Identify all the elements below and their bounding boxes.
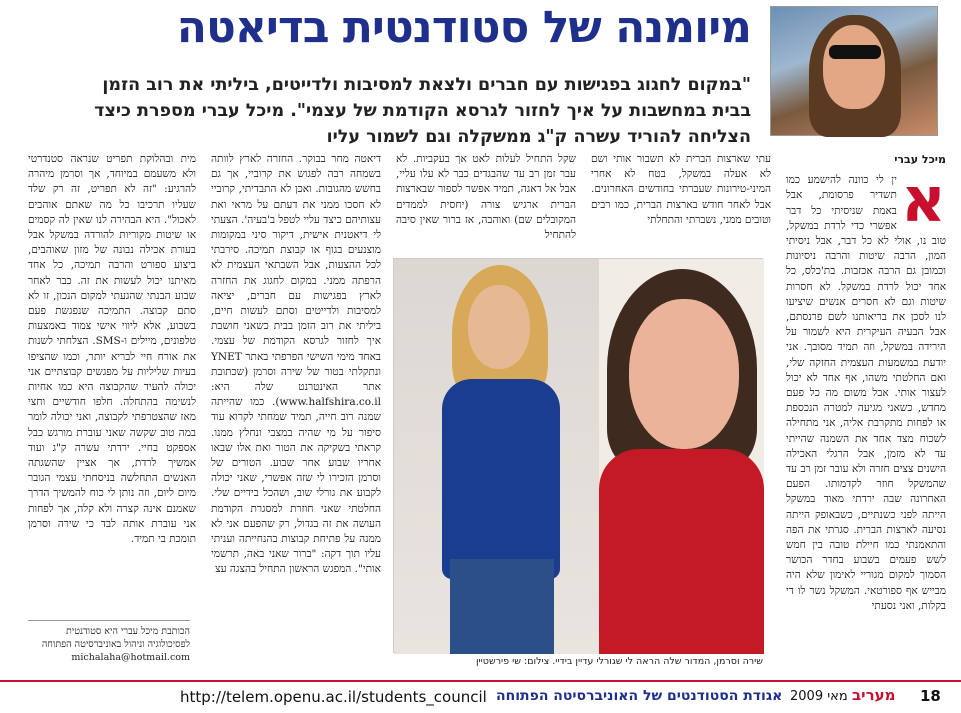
page-number: 18 — [920, 687, 941, 705]
author-note-line-1: הכותבת מיכל עברי היא סטודנטית — [65, 626, 190, 637]
article-text-2: עתי שארצות הברית לא תשבור אותי ושם לא אעלה במשקל, בטח לא אחרי המיני-טירונות שעברתי בחודשים האחרונים. אבל לאחר חודש בארצות הברית, כמו רבים וטובים ממני, נשברתי והתחלתי — [591, 153, 771, 226]
subheadline: "במקום לחגוג בפגישות עם חברים ולצאת למסיבות ולדייטים, ביליתי את רוב הזמן בבית במחשבות על איך לחזור לגרסא הקודמת של עצמי". מיכל עברי מספרת כיצד הצליחה להוריד עשרה ק"ג ממשקלה וגם לשמור עליו — [94, 75, 751, 147]
footer-date: מאי 2009 — [790, 689, 848, 704]
author-email[interactable]: michalaha@hotmail.com — [71, 652, 190, 663]
photo-before — [599, 259, 764, 654]
headline: מיומנה של סטודנטית בדיאטה — [176, 2, 751, 53]
photo-slim — [394, 259, 599, 654]
article-text-3: שקל התחיל לעלות לאט אך בעקביות. לא עבר זמן רב עד שהבגדים כבר לא עלו עליי, אבל אל דאגה, תמיד אפשר לספור שבארצות הברית ארגיש צורה (יחסית לממדים המקובלים שם) ואוהבה, אז ברור שאין סיבה להתחיל — [396, 153, 576, 242]
page-footer — [0, 680, 961, 713]
article-column-5 — [28, 152, 196, 612]
article-text-5: מית ובהלוקת תפריט שנראה סטנדרטי ולא משעמם במיוחד, אך וסרמן מיהרה להרגיע: "זה לא תפריט, זה רק שלד שעליו תרכיבו כל מה שאתם אוהבים לאכול". היא הבהירה לנו שאין לה קסמים או שיטות מקוריות להורדה במשקל אבל בעורת אכילה נבונה של מזון שאוהבים, ביצוע ספורט והרבה תמיכה, כל אחד מאיתנו יכול לעשות את זה. כבר לאחר שבוע הבנתי שהגעתי למקום הנכון, זו לא סתם קבוצה. התמיכה שנפגשת פעם בשבוע, אלא ליווי אישי צמוד באמצעות טלפונים, מיילים ו-SMS. הצלחתי לשנות את אורח חיי לבריא יותר, וכמו שהציפו בעיות שליליות על מפגשים קבוצתיים אני יכולה להעיד שהקבוצה היא כמו אחיות לנשימה בהתחלה. חלפו חודשיים וחצי מאז שהצטרפתי לקבוצה, ואני יכולה לומר במה טוב שקשה שאני עוברת מורגש כבל אספקט בחיי. ירדתי עשרה ק"ג ועוד אמשיך לרדת, אך אציין שהשגתה האנשים התחלשה בניסחתי עצמי הגובר מיום ליום, וזה נותן לי כוח להמשיך הדרך שאמנם אינה קצרה ולא קלה, אך לפחות אני עוברת אותה לבד כי שירה וסרמן תומכת בי תמיד. — [28, 153, 196, 546]
author-note — [28, 620, 190, 664]
photo-before-after — [393, 258, 763, 653]
article-text-4: דיאטה מחר בבוקר. החזרה לארץ לוותה בשמחה רבה לפגוש את קרוביי, אך גם בחשש מהגובות. ואכן לא התבדיתי, קרוביי לא חסכו ממני את דעתם על מראי ואת עצותיהם כיצד עליי לטפל ב'בעיה'. הצעתי לי דיאטנית אישית, דיקור סיני במקומות מוצנעים בגוף או קבוצת תמיכה. סירבתי לכל ההצעות, אבל השבתאי העצמית לא הרפתה ממני. במקום לחגוג את החזרה לארץ בפגישות עם חברים, יציאה למסיבות ולדייטים וסתם לעשות חיים, ביליתי את רוב הזמן בבית כשאני חושבת איך לחזור לגרסא הקודמת של עצמי. באחד מימי השישי הפרפתי באתר YNET ונתקלתי בטור של שירה וסרמן (שכתובת אתר האינטרנט שלה היא: www.halfshira.co.il). כמו שהייתה שמנה רוב חייה, תמיד שמחתי לקרוא עוד סיפור על מי שהיה במצבי ונחלץ ממנו. קראתי בשקיקה את הטור ואת אלו שבאו אחריו שבוע אחר שבוע. הטורים של וסרמן הזכירו לי שזה אפשרי, שאני יכולה לקבוע את גורלי שוב, ושהכל בידיים שלי. החלטתי שאני חוזרת למסגרת הקודמת העושה את זה בגדול, רק שהפעם אני לא ממנה על פתיחת קבוצות בהנחייתה ועניתי עליו תוך דקה: "ברור שאני באה, תרשמי אותי". המפגש הראשון התחיל בהצגה עצ — [211, 153, 381, 576]
sunglasses-icon — [829, 45, 881, 59]
article-text-1: ין לי כוונה להישמע כמו תשדיר פרסומת, אבל באמת שניסיתי כל דבר אפשרי כדי לרדת במשקל, טוב נו, אולי לא כל דבר, אבל ניסיתי המון, הרבה שיטות והרבה ניסיונות וכמובן גם הרבה אכזבות. בת'כלס, כל אחד יכול לרדת במשקל. לא חסרות שיטות וגם לא חסרים אנשים שיציעו לנו לסכן את בריאותנו לשם פרנסתם, אבל הבעיה העיקרית היא לשמור על הירידה במשקל, וזה תמיד מסובך. אני יודעת במשמעות העצמית החזקה שלי, ואם החלטתי משהו, אף אחד לא יכול לעצור אותי. אבל משום מה כל פעם מחדש, כשאני מגיעה למטרה הנכספת או לפחות מתקרבת אליה, אני מתחילה לשכוח מצד אחד את השמנה שהייתי עד לא מזמן, אבל הרגלי האכילה הישנים צצים חזרה ולא עובר זמן רב עד שהמשקל חוזר לקדמותו. הפעם האחרונה שבה ירדתי מאוד במשקל הייתה לפני כשנתיים, כשבאופק הייתה נסיעה לארצות הברית. סגרתי את הפה והתאמנתי כמו חיילת טובה בין חמש לשש פעמים בשבוע בחדר הכושר הסמוך למקום מגוריי לאימון שלא היה מבייש אף ספורטאי. המשקל נשר לו די בקלות, ואני נסעתי — [786, 174, 946, 612]
article-column-2 — [591, 152, 771, 252]
footer-url[interactable]: http://telem.openu.ac.il/students_council — [180, 688, 487, 706]
newspaper-logo: מעריב — [852, 686, 896, 704]
masthead — [0, 0, 961, 66]
footer-organization: אגודת הסטודנטים של האוניברסיטה הפתוחה — [496, 688, 783, 704]
photo-caption: שירה וסרמן, המדור שלה הראה לי שגורלי עדיין בידיי. צילום: שי פירשטיין — [475, 656, 763, 667]
article-column-1 — [786, 152, 946, 677]
author-note-line-2: לפסיכולוגיה וניהול באוניברסיטה הפתוחה — [41, 639, 190, 650]
article-column-4 — [211, 152, 381, 677]
drop-cap: א — [900, 163, 946, 237]
article-column-3 — [396, 152, 576, 252]
author-portrait — [770, 6, 938, 136]
byline: מיכל עברי — [894, 153, 946, 166]
